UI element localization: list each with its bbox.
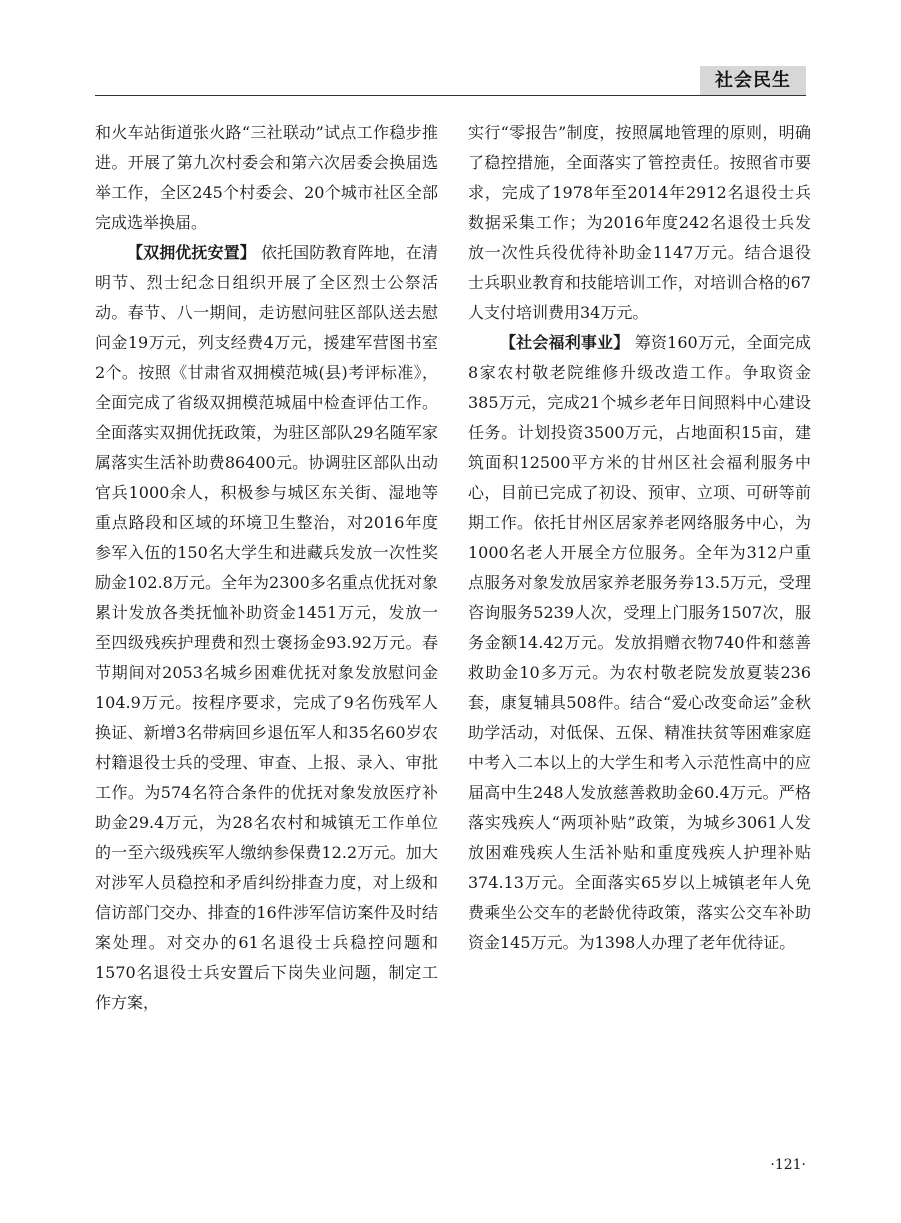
section-label-social-welfare: 【社会福利事业】 <box>500 333 630 352</box>
paragraph-military-support <box>95 238 438 1018</box>
paragraph-social-welfare-text: 筹资160万元，全面完成8家农村敬老院维修升级改造工作。争取资金385万元，完成21个城乡老年日间照料中心建设任务。计划投资3500万元，占地面积15亩，建筑面积12500平方米的甘州区社会福利服务中心，目前已完成了初设、预审、立项、可研等前期工作。依托甘州区居家养老网络服务中心，为1000名老人开展全方位服务。全年为312户重点服务对象发放居家养老服务券13.5万元，受理咨询服务5239人次，受理上门服务1507次，服务金额14.42万元。发放捐赠衣物740件和慈善救助金10多万元。为农村敬老院发放夏装236套，康复辅具508件。结合“爱心改变命运”金秋助学活动，对低保、五保、精准扶贫等困难家庭中考入二本以上的大学生和考入示范性高中的应届高中生248人发放慈善救助金60.4万元。严格落实残疾人“两项补贴”政策，为城乡3061人发放困难残疾人生活补贴和重度残疾人护理补贴374.13万元。全面落实65岁以上城镇老年人免费乘坐公交车的老龄优待政策，落实公交车补助资金145万元。为1398人办理了老年优待证。 <box>468 333 811 952</box>
right-column <box>468 118 811 958</box>
section-label-military-support: 【双拥优抚安置】 <box>127 243 256 262</box>
paragraph-military-support-text: 依托国防教育阵地，在清明节、烈士纪念日组织开展了全区烈士公祭活动。春节、八一期间，走访慰问驻区部队送去慰问金19万元，列支经费4万元，援建军营图书室2个。按照《甘肃省双拥模范城(县)考评标准》，全面完成了省级双拥模范城届中检查评估工作。全面落实双拥优抚政策，为驻区部队29名随军家属落实生活补助费86400元。协调驻区部队出动官兵1000余人，积极参与城区东关街、湿地等重点路段和区域的环境卫生整治，对2016年度参军入伍的150名大学生和进藏兵发放一次性奖励金102.8万元。全年为2300多名重点优抚对象累计发放各类抚恤补助资金1451万元，发放一至四级残疾护理费和烈士褒扬金93.92万元。春节期间对2053名城乡困难优抚对象发放慰问金104.9万元。按程序要求，完成了9名伤残军人换证、新增3名带病回乡退伍军人和35名60岁农村籍退役士兵的受理、审查、上报、录入、审批工作。为574名符合条件的优抚对象发放医疗补助金29.4万元，为28名农村和城镇无工作单位的一至六级残疾军人缴纳参保费12.2万元。加大对涉军人员稳控和矛盾纠纷排查力度，对上级和信访部门交办、排查的16件涉军信访案件及时结案处理。对交办的61名退役士兵稳控问题和1570名退役士兵安置后下岗失业问题，制定工作方案， <box>95 243 438 1012</box>
paragraph-social-welfare <box>468 328 811 958</box>
paragraph-community-elections: 和火车站街道张火路“三社联动”试点工作稳步推进。开展了第九次村委会和第六次居委会换届选举工作，全区245个村委会、20个城市社区全部完成选举换届。 <box>95 123 438 232</box>
left-column <box>95 118 438 1018</box>
section-title-tab: 社会民生 <box>700 66 806 96</box>
header-rule <box>95 95 806 96</box>
page-number: ·121· <box>770 1157 806 1173</box>
paragraph-veteran-affairs: 实行“零报告”制度，按照属地管理的原则，明确了稳控措施，全面落实了管控责任。按照省市要求，完成了1978年至2014年2912名退役士兵数据采集工作；为2016年度242名退役士兵发放一次性兵役优待补助金1147万元。结合退役士兵职业教育和技能培训工作，对培训合格的67人支付培训费用34万元。 <box>468 123 811 322</box>
